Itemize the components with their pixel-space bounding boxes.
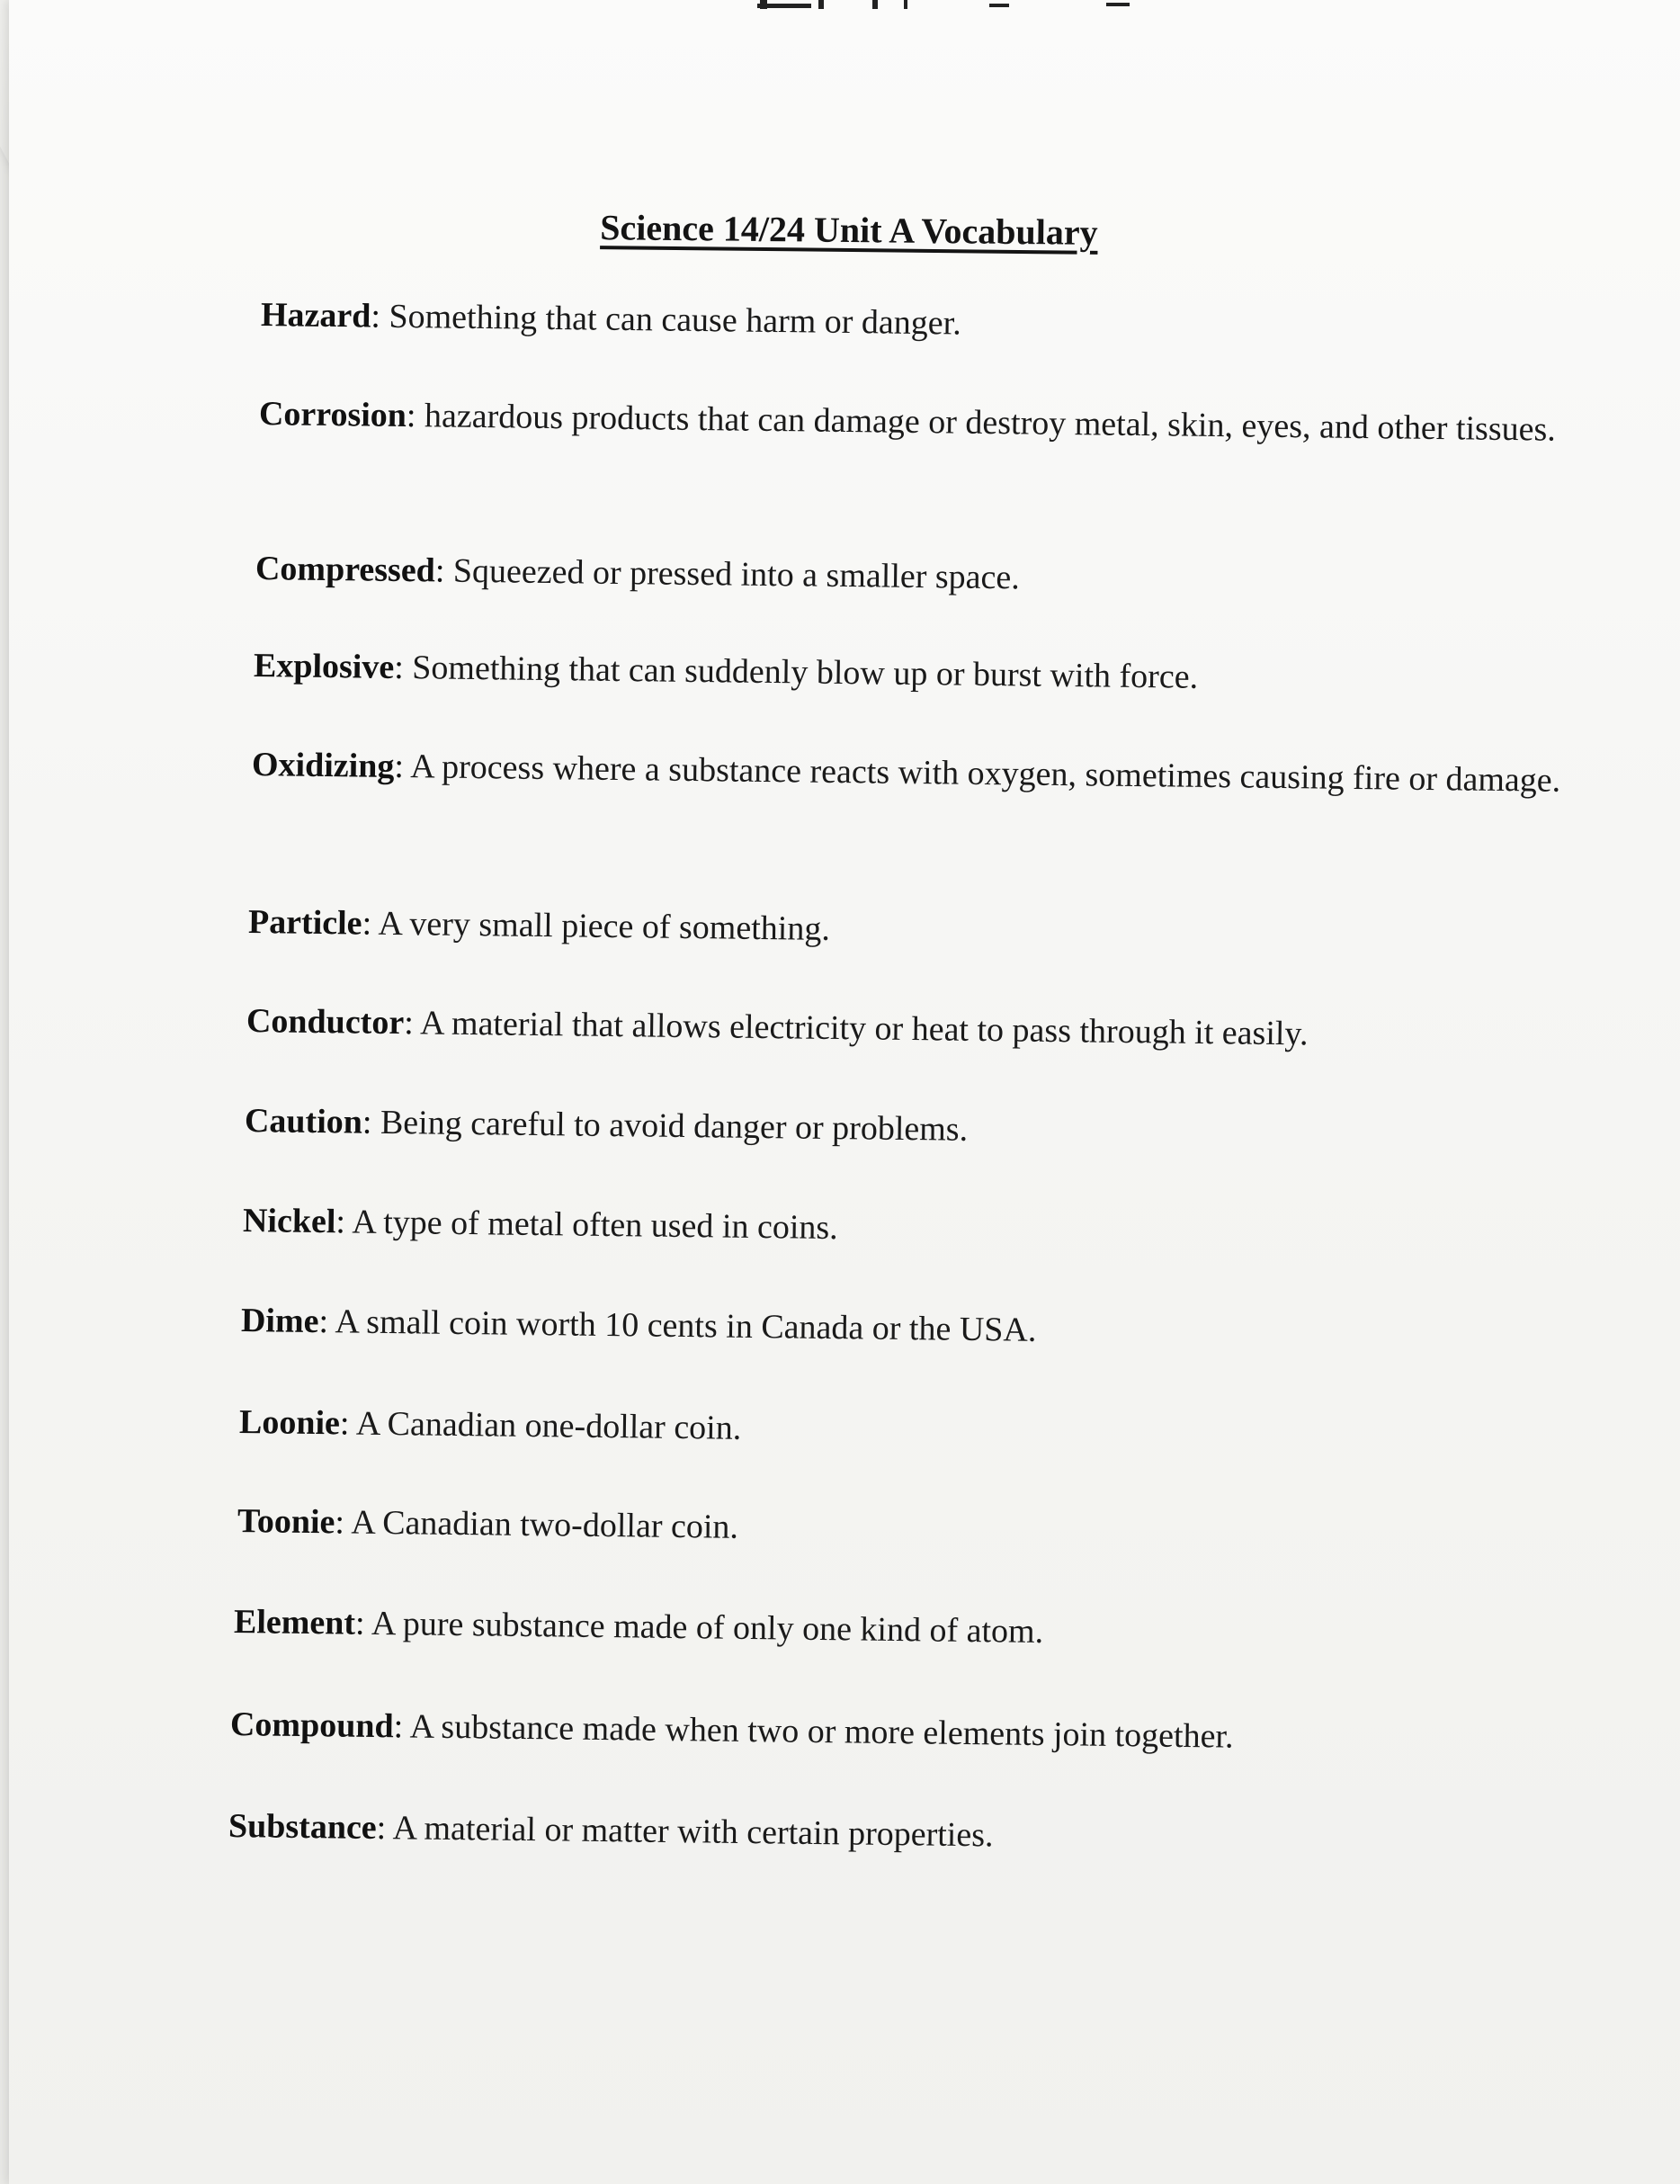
vocabulary-definition: A small coin worth 10 cents in Canada or the USA. — [327, 1302, 1037, 1349]
vocabulary-definition: A Canadian two-dollar coin. — [344, 1503, 739, 1546]
vocabulary-entry-compound — [230, 1699, 1680, 1768]
vocabulary-term: Oxidizing — [251, 746, 395, 785]
term-separator: : — [339, 1404, 350, 1443]
vocabulary-definition: A Canadian one-dollar coin. — [349, 1404, 742, 1447]
vocabulary-entry-hazard — [261, 290, 1680, 358]
term-separator: : — [393, 648, 405, 687]
vocabulary-term: Substance — [228, 1807, 377, 1848]
vocabulary-definition: Squeezed or pressed into a smaller space. — [444, 551, 1021, 597]
vocabulary-term: Caution — [244, 1102, 363, 1141]
vocabulary-entry-toonie — [237, 1496, 1680, 1564]
vocabulary-term: Dime — [240, 1302, 319, 1341]
term-separator: : — [376, 1809, 387, 1848]
term-separator: : — [335, 1203, 346, 1241]
vocabulary-term: Compressed — [255, 550, 436, 590]
term-separator: : — [371, 297, 381, 336]
vocabulary-entry-dime — [241, 1295, 1680, 1364]
vocabulary-definition: Something that can suddenly blow up or burst with force. — [403, 649, 1199, 696]
vocabulary-definition: A type of metal often used in coins. — [344, 1203, 838, 1248]
page-title: Science 14/24 Unit A Vocabulary — [600, 207, 1098, 253]
term-separator: : — [394, 747, 405, 786]
term-separator: : — [403, 1004, 415, 1043]
vocabulary-term: Toonie — [237, 1502, 335, 1542]
term-separator: : — [406, 397, 416, 435]
vocabulary-definition: hazardous products that can damage or destroy metal, skin, eyes, and other tissues. — [416, 397, 1557, 449]
vocabulary-entry-substance — [228, 1801, 1680, 1869]
term-separator: : — [362, 1103, 372, 1141]
term-separator: : — [434, 551, 445, 590]
vocabulary-definition: Being careful to avoid danger or problems. — [371, 1103, 969, 1149]
vocabulary-entry-element — [234, 1597, 1680, 1665]
vocabulary-term: Hazard — [260, 296, 371, 336]
vocabulary-term: Explosive — [253, 647, 395, 686]
vocabulary-entry-corrosion — [259, 389, 1680, 457]
vocabulary-term: Compound — [229, 1705, 394, 1746]
term-separator: : — [354, 1604, 365, 1642]
vocabulary-term: Loonie — [238, 1403, 341, 1443]
vocabulary-definition: A very small piece of something. — [371, 904, 831, 948]
vocabulary-definition: A material that allows electricity or heat to pass through it easily. — [413, 1004, 1309, 1053]
vocabulary-definition: A pure substance made of only one kind of atom. — [364, 1604, 1044, 1651]
vocabulary-entry-loonie — [239, 1397, 1680, 1465]
vocabulary-definition: A substance made when two or more elements join together. — [402, 1707, 1234, 1756]
vocabulary-term: Conductor — [246, 1002, 405, 1043]
term-separator: : — [335, 1503, 345, 1542]
vocabulary-term: Element — [233, 1603, 356, 1642]
term-separator: : — [318, 1302, 329, 1341]
vocabulary-term: Corrosion — [258, 395, 407, 435]
vocabulary-sheet — [9, 0, 1680, 2184]
term-separator: : — [362, 904, 372, 943]
page-edge-marks — [549, 0, 1358, 13]
vocabulary-term: Particle — [247, 903, 362, 943]
term-separator: : — [393, 1707, 404, 1746]
vocabulary-definition: Something that can cause harm or danger. — [380, 297, 961, 343]
vocabulary-term: Nickel — [242, 1202, 336, 1241]
vocabulary-definition: A material or matter with certain properties. — [386, 1809, 994, 1855]
vocabulary-definition: A process where a substance reacts with oxygen, sometimes causing fire or damage. — [403, 747, 1561, 800]
